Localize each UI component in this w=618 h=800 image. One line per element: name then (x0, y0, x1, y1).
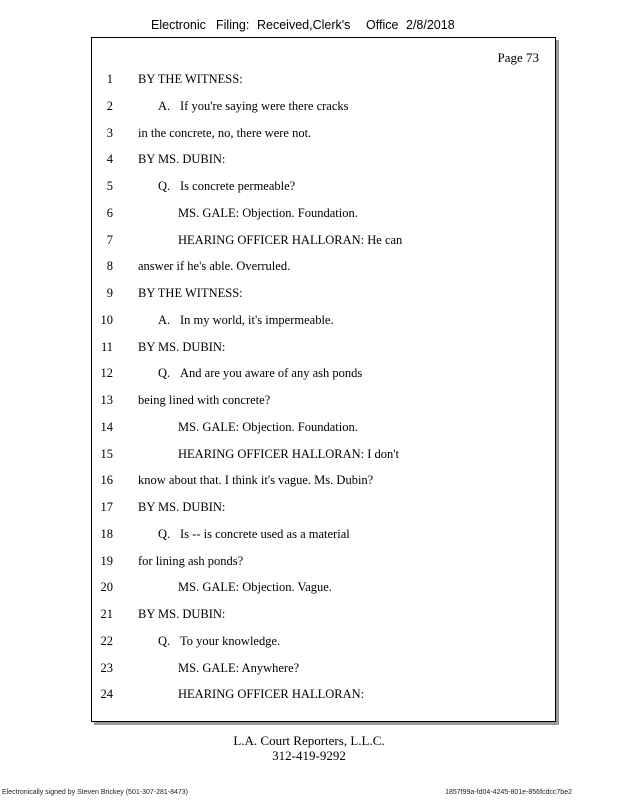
line-body: If you're saying were there cracks (180, 98, 349, 113)
filing-stamp-header (0, 18, 618, 36)
transcript-line (92, 206, 555, 226)
line-number: 16 (100, 473, 113, 488)
line-text (138, 366, 362, 381)
line-number: 2 (106, 98, 113, 113)
line-text: BY MS. DUBIN: (138, 152, 226, 167)
page-number: Page 73 (497, 50, 539, 65)
line-text: BY THE WITNESS: (138, 72, 243, 86)
header-electronic: Electronic (151, 18, 206, 32)
header-office: Office (366, 18, 399, 32)
document-hash: 1857f99a-fd04-4245-801e-856fcdcc7be2 (445, 789, 572, 796)
line-number: 19 (100, 553, 113, 568)
line-text (138, 179, 295, 194)
line-number: 23 (100, 660, 113, 675)
transcript-line (92, 634, 555, 654)
line-number: 10 (100, 312, 113, 327)
line-body: And are you aware of any ash ponds (180, 366, 363, 381)
speaker-label: A. (158, 312, 171, 327)
speaker-label: Q. (158, 526, 171, 541)
line-text: MS. GALE: Objection. Foundation. (178, 419, 358, 434)
line-text: HEARING OFFICER HALLORAN: He can (178, 232, 403, 247)
line-number: 17 (100, 500, 113, 514)
transcript-line (92, 607, 555, 627)
line-body: Is -- is concrete used as a material (180, 526, 350, 541)
transcript-line (92, 554, 555, 574)
line-text: BY MS. DUBIN: (138, 500, 226, 514)
transcript-line (92, 393, 555, 413)
line-number: 11 (100, 339, 113, 354)
line-number: 7 (106, 232, 113, 247)
reporter-phone: 312-419-9292 (272, 748, 346, 763)
transcript-line (92, 420, 555, 440)
transcript-line (92, 500, 555, 520)
transcript-line (92, 259, 555, 279)
transcript-line (92, 447, 555, 467)
line-body: In my world, it's impermeable. (180, 312, 334, 327)
transcript-line (92, 286, 555, 306)
speaker-label: Q. (158, 633, 171, 648)
transcript-line (92, 527, 555, 547)
transcript-line (92, 233, 555, 253)
line-number: 13 (100, 393, 113, 407)
line-number: 4 (106, 152, 113, 167)
line-text: answer if he's able. Overruled. (138, 259, 291, 274)
transcript-line (92, 340, 555, 360)
line-number: 20 (100, 580, 113, 595)
speaker-label: Q. (158, 179, 171, 193)
line-text: BY MS. DUBIN: (138, 339, 226, 354)
transcript-line (92, 661, 555, 681)
transcript-page (91, 37, 556, 722)
line-text (138, 99, 349, 114)
line-text: MS. GALE: Objection. Foundation. (178, 205, 358, 220)
transcript-line (92, 313, 555, 333)
line-text: HEARING OFFICER HALLORAN: I don't (178, 446, 400, 461)
line-number: 8 (106, 259, 113, 274)
transcript-line (92, 366, 555, 386)
line-text: BY THE WITNESS: (138, 286, 243, 300)
line-number: 5 (106, 179, 113, 193)
line-number: 3 (106, 125, 113, 140)
line-body: To your knowledge. (180, 633, 281, 648)
transcript-line (92, 580, 555, 600)
speaker-label: Q. (158, 366, 171, 381)
line-number: 18 (100, 526, 113, 541)
line-number: 1 (106, 72, 113, 86)
line-number: 9 (106, 286, 113, 300)
header-received: Received,Clerk's (257, 18, 351, 32)
line-number: 14 (100, 419, 113, 434)
line-text: MS. GALE: Objection. Vague. (178, 580, 332, 595)
transcript-line (92, 687, 555, 707)
speaker-label: A. (158, 98, 171, 113)
line-number: 24 (100, 687, 113, 702)
line-text (138, 634, 280, 649)
header-filing: Filing: (216, 18, 250, 32)
transcript-line (92, 99, 555, 119)
line-text: BY MS. DUBIN: (138, 607, 226, 621)
electronic-signature: Electronically signed by Steven Brickey (501-307-281-8473) (2, 789, 188, 796)
transcript-line (92, 473, 555, 493)
line-text: HEARING OFFICER HALLORAN: (178, 687, 365, 702)
reporter-company: L.A. Court Reporters, L.L.C. (233, 733, 385, 748)
transcript-line (92, 72, 555, 92)
transcript-line (92, 126, 555, 146)
line-number: 6 (106, 205, 113, 220)
line-text: in the concrete, no, there were not. (138, 125, 312, 140)
line-text: know about that. I think it's vague. Ms. Dubin? (138, 473, 374, 488)
transcript-line (92, 179, 555, 199)
line-text (138, 527, 350, 542)
line-text (138, 313, 334, 328)
line-text: being lined with concrete? (138, 393, 271, 407)
line-number: 15 (100, 446, 113, 461)
transcript-line (92, 152, 555, 172)
line-number: 12 (100, 366, 113, 381)
line-number: 21 (100, 607, 113, 621)
line-number: 22 (100, 633, 113, 648)
line-text: MS. GALE: Anywhere? (178, 660, 300, 675)
line-body: Is concrete permeable? (180, 179, 296, 193)
header-date: 2/8/2018 (406, 18, 455, 32)
line-text: for lining ash ponds? (138, 553, 244, 568)
